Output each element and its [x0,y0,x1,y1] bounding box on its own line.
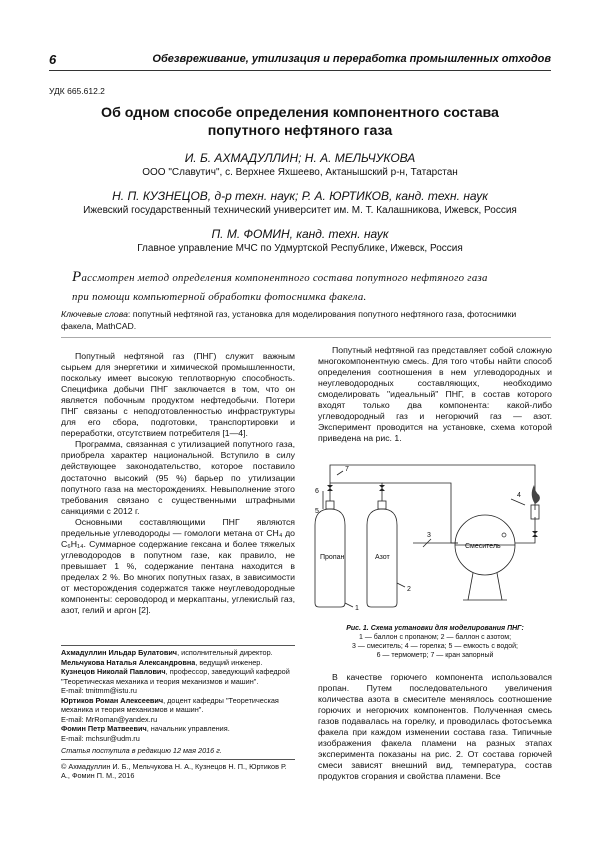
caption-line: 3 — смеситель; 4 — горелка; 5 — емкость с водой; [352,643,518,650]
footnote-line: Ахмадуллин Ильдар Булатович, исполнительный директор. [61,648,273,657]
label-nitrogen: Азот [375,554,390,561]
header-rule [49,70,551,71]
label-7: 7 [345,466,349,473]
right-column-bottom [318,672,552,782]
copyright: © Ахмадуллин И. Б., Мельчукова Н. А., Кузнецов Н. П., Юртиков Р. А., Фомин П. М., 2016 [61,761,287,780]
nitrogen-valve [378,501,386,509]
thermometer-icon [502,533,506,537]
footnote-line: Кузнецов Николай Павлович, профессор, заведующий кафедрой "Теоретическая механика и теория механизмов и машин". [61,667,290,686]
abstract-line: при помощи компьютерной обработки фотоснимка факела. [72,291,367,303]
paragraph: Попутный нефтяной газ представляет собой сложную многокомпонентную смесь. Для того чтобы найти способ определения соотношения в нем углеводородных и неуглеводородных составляющих, необходимо смоделировать "идеальный" ПНГ, в состав которого входят только два компонента: какой-либо углеводородный газ и негорючий газ — азот. Эксперимент проводится на установке, схема которой приведена на рис. 1. [318,345,552,444]
label-propane: Пропан [320,554,345,561]
label-6: 6 [315,488,319,495]
title-line: попутного нефтяного газа [207,123,393,139]
paragraph: Программа, связанная с утилизацией попутного газа, приобрела характер национальной. Вступило в силу действующее законодательство, которое поставило достаточно высокий (95 %) барьер по утилизации попутного газа на месторождениях. Невыполнение этого требования связано с существенными штрафными санкциями с 2012 г. [61,439,295,516]
footnote-line: E-mail: MrRoman@yandex.ru [61,714,158,724]
footnote-rule [61,645,295,646]
abstract-line: ассмотрен метод определения компонентного состава попутного нефтяного газа [81,272,488,284]
footnote-rule [61,759,295,760]
footnote-line: E-mail: tmitmm@istu.ru [61,686,137,695]
setup-diagram [303,455,563,620]
flame-icon [532,485,540,504]
author-names: П. М. ФОМИН, канд. техн. наук [211,227,389,241]
received-date: Статья поступила в редакцию 12 мая 2016 г. [61,746,222,755]
page-number: 6 [49,52,57,67]
author-affiliation: ООО "Славутич", с. Верхнее Яхшеево, Актанышский р-н, Татарстан [142,167,458,178]
left-column [61,351,295,616]
author-names: И. Б. АХМАДУЛЛИН; Н. А. МЕЛЬЧУКОВА [184,151,416,165]
keywords [61,308,551,332]
title-line: Об одном способе определения компонентного состава [101,105,499,121]
author-footnote [61,645,295,781]
label-5: 5 [315,508,319,515]
keywords-label: Ключевые слова [61,309,128,319]
footnote-line: E-mail: mchsur@udm.ru [61,733,140,743]
running-header [49,48,551,70]
udk-code: УДК 665.612.2 [49,86,105,96]
footnote-line: Юртиков Роман Алексеевич, доцент кафедры "Теоретическая механика и теория механизмов и машин". [61,695,279,714]
author-block [49,189,551,217]
abstract [72,268,548,307]
journal-section-title: Обезвреживание, утилизация и переработка промышленных отходов [152,53,551,65]
right-column-top [318,345,552,444]
footnote-line: Мельчукова Наталья Александровна, ведущий инженер. [61,657,263,667]
label-3: 3 [427,532,431,539]
author-block [49,151,551,179]
label-2: 2 [407,586,411,593]
author-names: Н. П. КУЗНЕЦОВ, д-р техн. наук; Р. А. ЮРТИКОВ, канд. техн. наук [112,189,488,203]
caption-title: Рис. 1. Схема установки для моделирования ПНГ: [346,625,524,632]
paragraph: Основными составляющими ПНГ являются предельные углеводороды — гомологи метана от CH₄ до C₆H₁₄. Суммарное содержание гексана и более тяжелых углеводородов в попутном газе, как правило, не превышает 1 %, содержание пентана находится в пределах 2 %. Во многих попутных газах, в зависимости от месторождения содержатся также неуглеводородные компоненты: сероводород и меркаптаны, углекислый газ, азот, гелий и аргон [2]. [61,516,295,616]
label-1: 1 [355,605,359,612]
caption-line: 1 — баллон с пропаном; 2 — баллон с азотом; [358,634,512,641]
author-affiliation: Главное управление МЧС по Удмуртской Республике, Ижевск, Россия [137,243,463,254]
label-mixer: Смеситель [465,543,501,550]
propane-valve [326,501,334,509]
keywords-text: : попутный нефтяной газ, установка для моделирования попутного нефтяного газа, фотоснимки факела, MathCAD. [61,309,517,331]
paragraph: В качестве горючего компонента использовался пропан. Путем последовательного увеличения количества азота в смесителе меняялось соотношение горючих и негорючих компонентов. Полученная смесь газов подавалась на горелку, и проводилась фотосъемка факела при каждом изменении состава газа. Типичные изображения факела пламени на разных этапах эксперимента показаны на рис. 2. От состава горючей смеси зависят внешний вид, температура, состав продуктов сгорания и свойства пламени. Все [318,672,552,782]
abstract-initial: Р [72,269,82,285]
label-4: 4 [517,492,521,499]
figure-caption [318,624,552,660]
author-block [49,227,551,255]
caption-line: 6 — термометр; 7 — кран запорный [376,652,494,659]
paragraph: Попутный нефтяной газ (ПНГ) служит важным сырьем для энергетики и химической промышленности, поскольку имеет высокую теплотворную способность. Специфика добычи ПНГ заключается в том, что он является побочным продуктом нефтедобычи. Потери ПНГ связаны с неподготовленностью инфраструктуры для его сбора, подготовки, транспортировки и переработки, отсутствием потребителя [1—4]. [61,351,295,439]
footnote-line: Фомин Петр Матвеевич, начальник управления. [61,724,230,733]
article-title [49,104,551,140]
keywords-rule [61,337,551,338]
author-affiliation: Ижевский государственный технический университет им. М. Т. Калашникова, Ижевск, Россия [83,205,517,216]
